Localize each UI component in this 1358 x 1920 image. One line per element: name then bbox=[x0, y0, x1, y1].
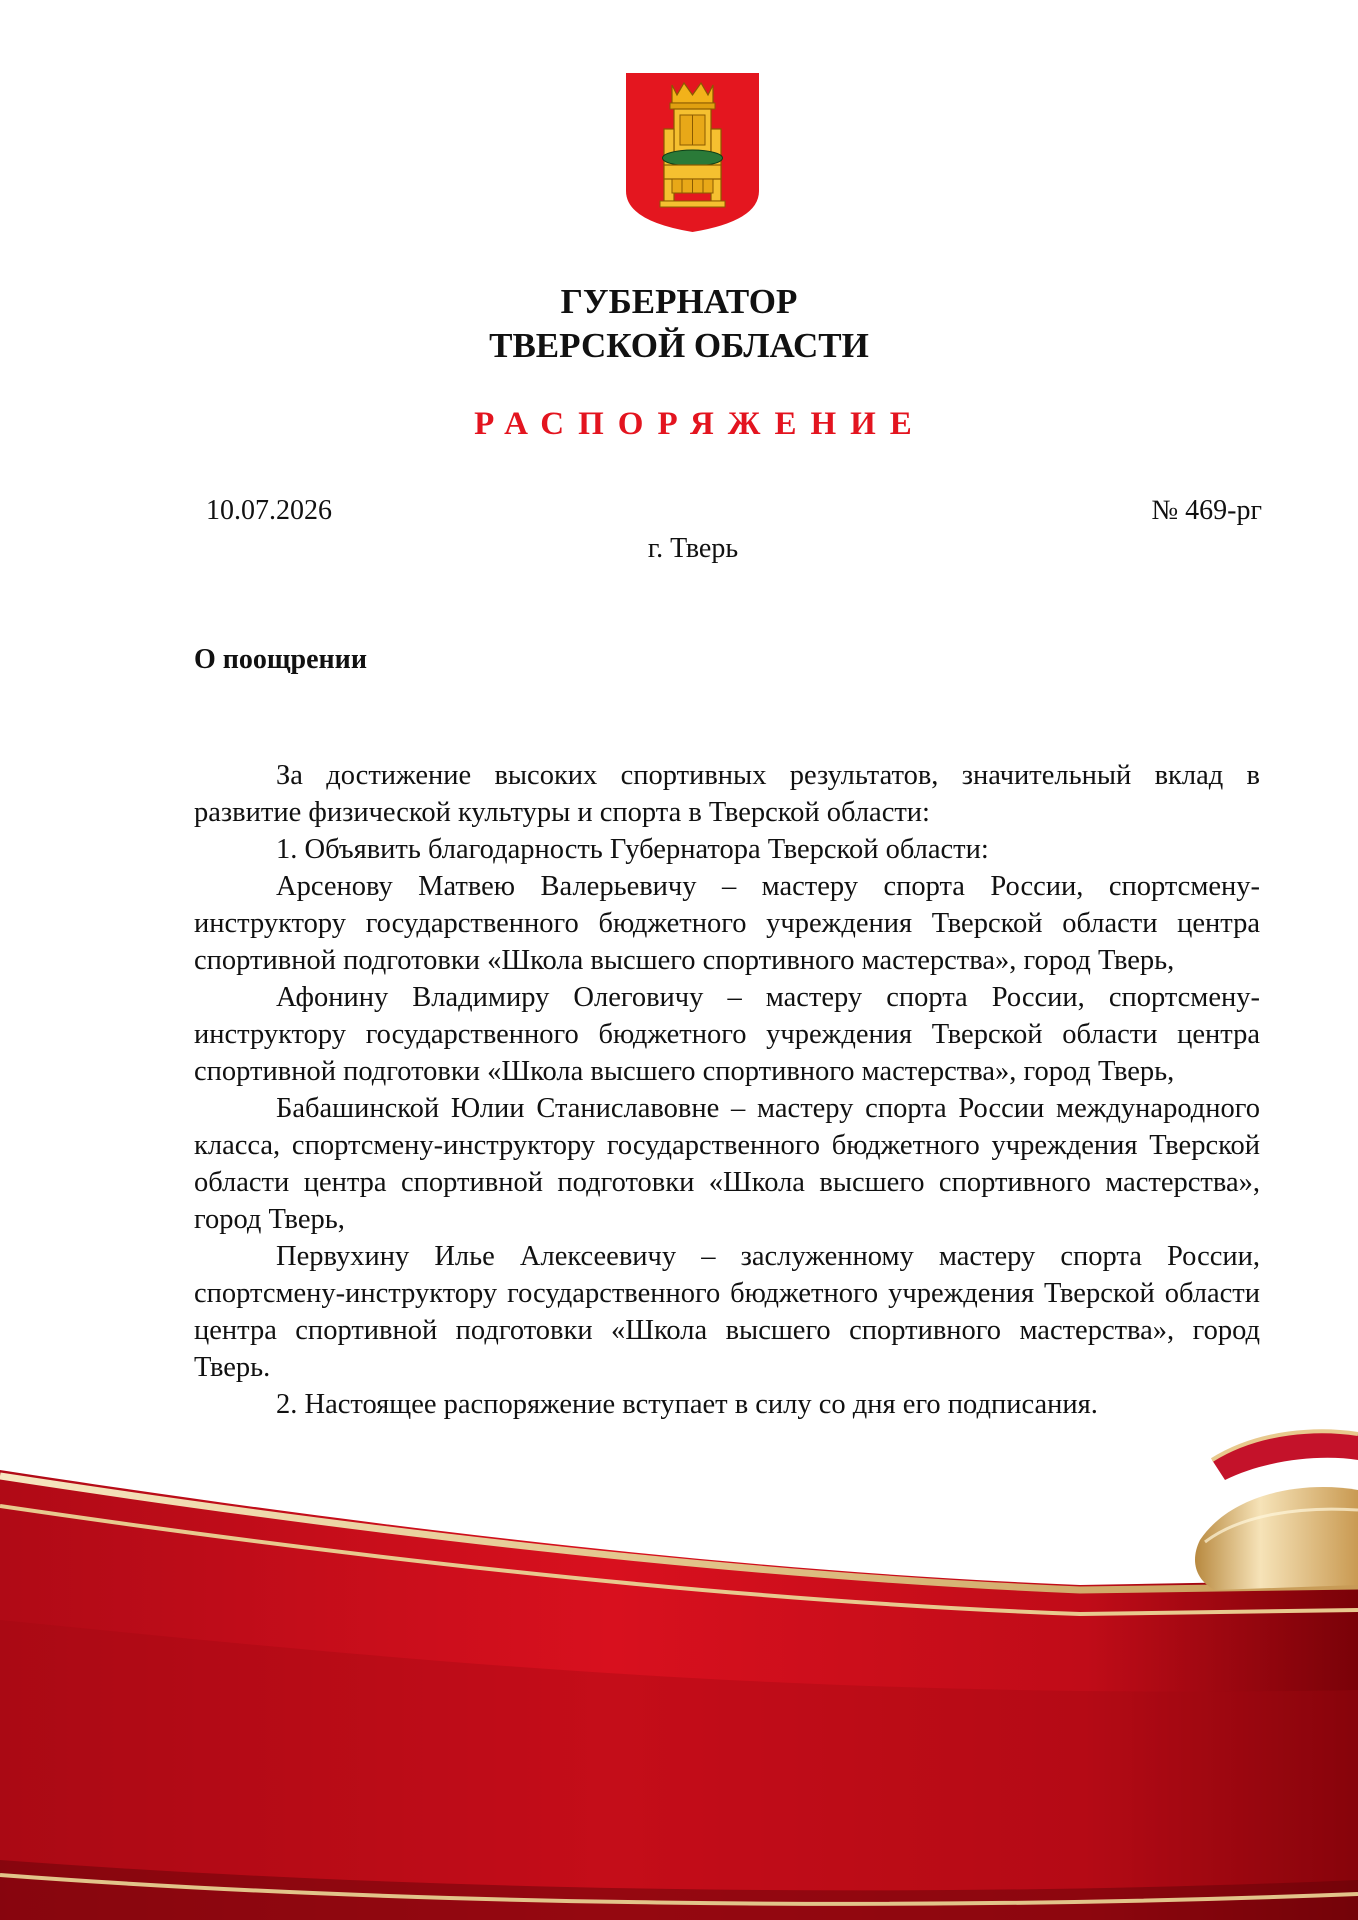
document-city: г. Тверь bbox=[647, 533, 739, 564]
document-number: № 469-рг bbox=[1151, 495, 1262, 526]
body-paragraph: Первухину Илье Алексеевичу – заслуженному мастеру спорта России, спортсмену-инструктору государственного бюджетного учреждения Тверской области центра спортивной подготовки «Школа высшего спортивного мастерства», город Тверь. bbox=[194, 1241, 1260, 1383]
body-paragraph: Бабашинской Юлии Станиславовне – мастеру спорта России международного класса, спортсмену-инструктору государственного бюджетного учреждения Тверской области центра спортивной подготовки «Школа высшего спортивного мастерства», город Тверь, bbox=[194, 1093, 1260, 1235]
body-paragraph: Арсенову Матвею Валерьевичу – мастеру спорта России, спортсмену-инструктору государственного бюджетного учреждения Тверской области центра спортивной подготовки «Школа высшего спортивного мастерства», город Тверь, bbox=[194, 871, 1260, 976]
issuer-title-line-1: ГУБЕРНАТОР bbox=[560, 282, 798, 321]
body-paragraph: За достижение высоких спортивных результатов, значительный вклад в развитие физической культуры и спорта в Тверской области: bbox=[194, 760, 1260, 828]
document-subject: О поощрении bbox=[194, 644, 367, 675]
issuer-title-line-2: ТВЕРСКОЙ ОБЛАСТИ bbox=[489, 326, 869, 365]
document-type-heading: РАСПОРЯЖЕНИЕ bbox=[474, 406, 926, 442]
body-paragraph: Афонину Владимиру Олеговичу – мастеру спорта России, спортсмену-инструктору государственного бюджетного учреждения Тверской области центра спортивной подготовки «Школа высшего спортивного мастерства», город Тверь, bbox=[194, 982, 1260, 1087]
document-date: 10.07.2026 bbox=[206, 495, 332, 526]
body-paragraph: 2. Настоящее распоряжение вступает в силу со дня его подписания. bbox=[276, 1389, 1098, 1420]
document-body bbox=[194, 757, 1260, 1423]
ribbon-decoration-icon bbox=[0, 1420, 1358, 1920]
body-paragraph: 1. Объявить благодарность Губернатора Тверской области: bbox=[276, 834, 989, 865]
coat-of-arms-icon bbox=[624, 71, 761, 234]
